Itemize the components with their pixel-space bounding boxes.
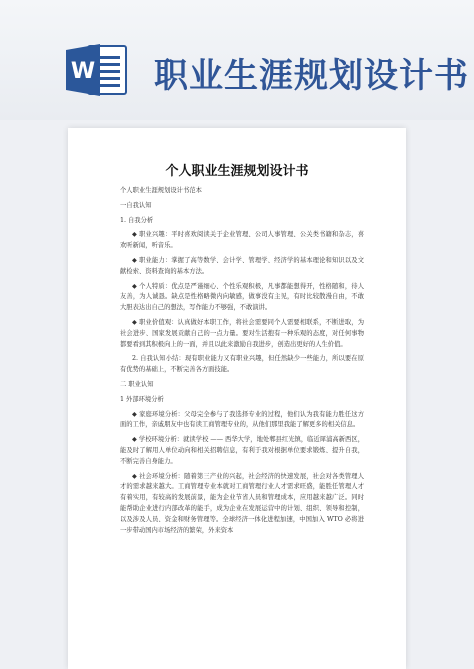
paragraph: ◆ 职业价值观：认真做好本职工作，将社会需要同个人需要相联系，不断进取，为社会进步、国家发展贡献自己的一点力量。要对生活抱有一种乐观的态度，对任何事物都要看到其积极向上的一面，并且以此来激励自我进步，创造出更好的人生价值。 xyxy=(120,318,364,348)
banner-title: 职业生涯规划设计书 xyxy=(154,56,469,96)
word-icon-letter: W xyxy=(70,59,96,84)
section-heading: 一自我认知 xyxy=(120,201,152,209)
paragraph: ◆ 职业兴趣：平时喜欢阅读关于企业管理、公司人事管理、公关类书籍和杂志，喜欢听新闻，听音乐。 xyxy=(120,231,364,250)
paragraph: ◆ 社会环境分析：随着第三产业的兴起，社会经济的快速发展，社会对各类管理人才的需求越来越大。工商管理专业本就对工商管理行业人才需求旺盛，能胜任管理人才有着实用，有较高的发展前景，能为企业节省人员和管理成本，应用越来越广泛。同时能帮助企业进行内部改革的能手，成为企业在发展运营中的计划、组织、领导和控制，以及涉及人员、资金和财务管理等。全球经济一体化进程加速，中国加入 WTO 必将进一步带动国内市场经济的繁荣，外来资本 xyxy=(120,472,364,534)
paragraph: ◆ 学校环境分析：就读学校 —— 西华大学，地处郫县红光镇，临近犀浦高新西区，能及时了解用人单位动向和相关招聘信息，有利于我对根据单位要求锻炼、提升自我，不断完善自身能力。 xyxy=(120,436,364,465)
section-heading: 二 职业认知 xyxy=(120,380,154,388)
document-title: 个人职业生涯规划设计书 xyxy=(165,164,309,179)
document-page xyxy=(68,128,406,669)
section-heading: 个人职业生涯规划设计书范本 xyxy=(120,187,202,194)
paragraph: ◆ 个人特质：优点是严谨细心、个性乐观积极，凡事都能想得开，性格随和，待人友善，为人诚恳。缺点是性格略微内向敏感，做事没有主见，有时比较散漫自由，不敢大胆表达出自己的想法，写作能力不够强，不敢演讲。 xyxy=(120,282,364,312)
header-banner xyxy=(0,0,474,120)
paragraph: 2. 自我认知小结：现有职业能力又有职业兴趣，但任然缺少一些能力，所以要在原有优势的基础上，不断完善各方面技能。 xyxy=(120,355,364,374)
paragraph: ◆ 家庭环境分析：父母完全参与了我选择专业的过程，他们认为我有能力胜任这方面的工作，亲戚朋友中也有读工商管理专业的，从他们那里我能了解更多的相关信息。 xyxy=(120,410,364,429)
section-heading: 1 外部环境分析 xyxy=(120,395,164,403)
paragraph: ◆ 职业能力：掌握了高等数学、会计学、管理学、经济学的基本理论和知识以及文献检索、资料查询的基本方法。 xyxy=(120,256,364,275)
document-body xyxy=(120,186,364,540)
word-icon xyxy=(66,42,128,98)
section-heading: 1. 自我分析 xyxy=(120,216,154,224)
